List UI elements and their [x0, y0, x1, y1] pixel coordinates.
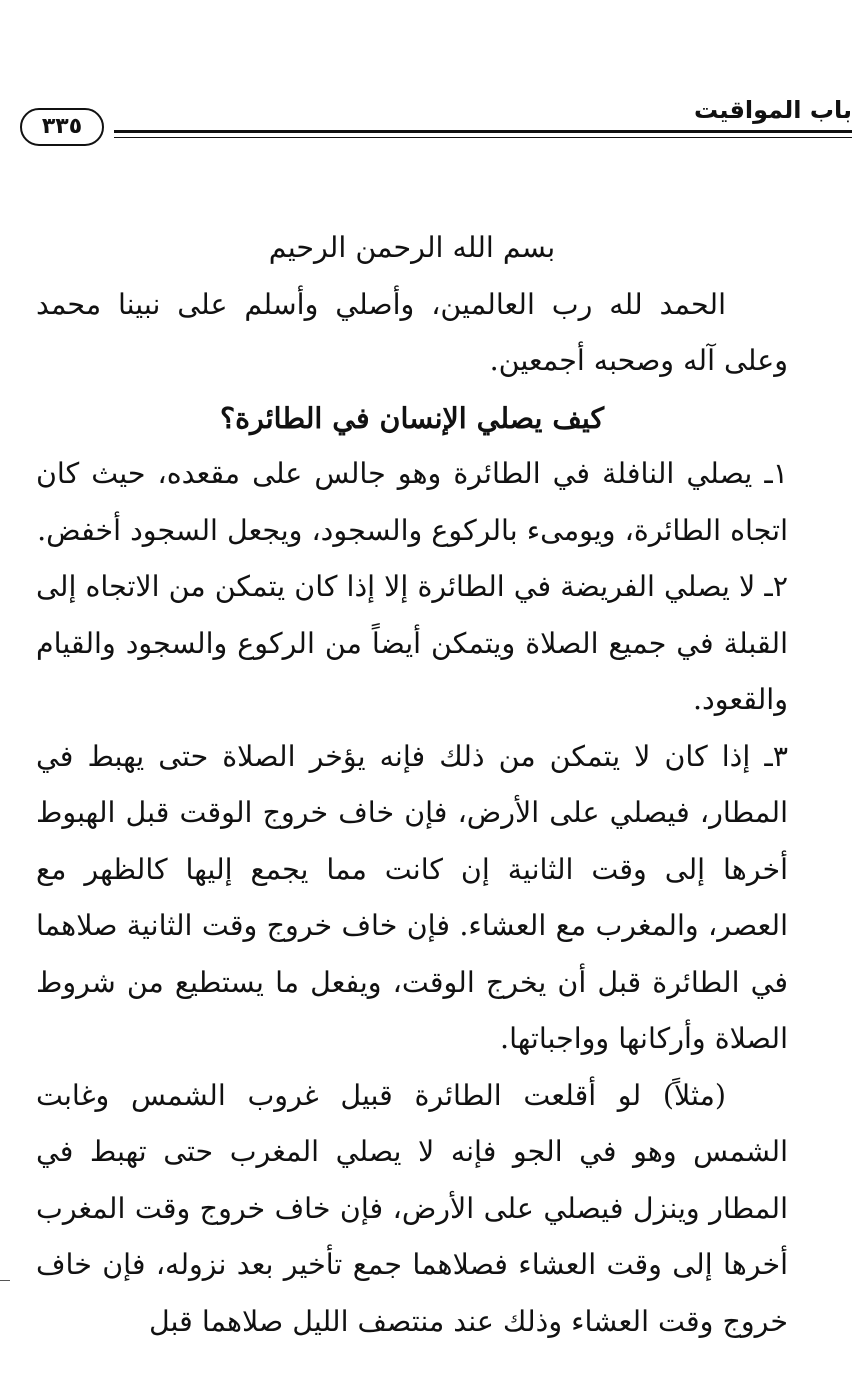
basmala: بسم الله الرحمن الرحيم	[268, 231, 556, 264]
running-header	[20, 96, 852, 148]
point-3-paragraph: ٣ـ إذا كان لا يتمكن من ذلك فإنه يؤخر الصلاة حتى يهبط في المطار، فيصلي على الأرض، فإن خاف خروج الوقت قبل الهبوط أخرها إلى وقت الثانية إن كانت مما يجمع إليها كالظهر مع العصر، والمغرب مع العشاء. فإن خاف خروج وقت الثانية صلاهما في الطائرة قبل أن يخرج الوقت، ويفعل ما يستطيع من شروط الصلاة وأركانها وواجباتها.	[36, 739, 788, 1055]
header-rule-thick	[114, 130, 852, 133]
point-1-paragraph: ١ـ يصلي النافلة في الطائرة وهو جالس على مقعده، حيث كان اتجاه الطائرة، ويومىء بالركوع والسجود، ويجعل السجود أخفض.	[36, 457, 788, 547]
page-body	[36, 220, 788, 1350]
header-rule-thin	[114, 137, 852, 138]
example-paragraph: (مثلاً) لو أقلعت الطائرة قبيل غروب الشمس وغابت الشمس وهو في الجو فإنه لا يصلي المغرب حتى تهبط في المطار وينزل فيصلي على الأرض، فإن خاف خروج وقت المغرب أخرها إلى وقت العشاء فصلاهما جمع تأخير بعد نزوله، فإن خاف خروج وقت العشاء وذلك عند منتصف الليل صلاهما قبل	[36, 1078, 788, 1338]
chapter-title: باب المواقيت	[693, 96, 852, 124]
opening-paragraph: الحمد لله رب العالمين، وأصلي وأسلم على نبينا محمد وعلى آله وصحبه أجمعين.	[36, 287, 788, 377]
page-number: ٣٣٥	[20, 108, 104, 146]
margin-mark	[0, 1280, 10, 1281]
section-heading: كيف يصلي الإنسان في الطائرة؟	[219, 400, 605, 435]
point-2-paragraph: ٢ـ لا يصلي الفريضة في الطائرة إلا إذا كان يتمكن من الاتجاه إلى القبلة في جميع الصلاة ويتمكن أيضاً من الركوع والسجود والقيام والقعود.	[36, 570, 788, 716]
